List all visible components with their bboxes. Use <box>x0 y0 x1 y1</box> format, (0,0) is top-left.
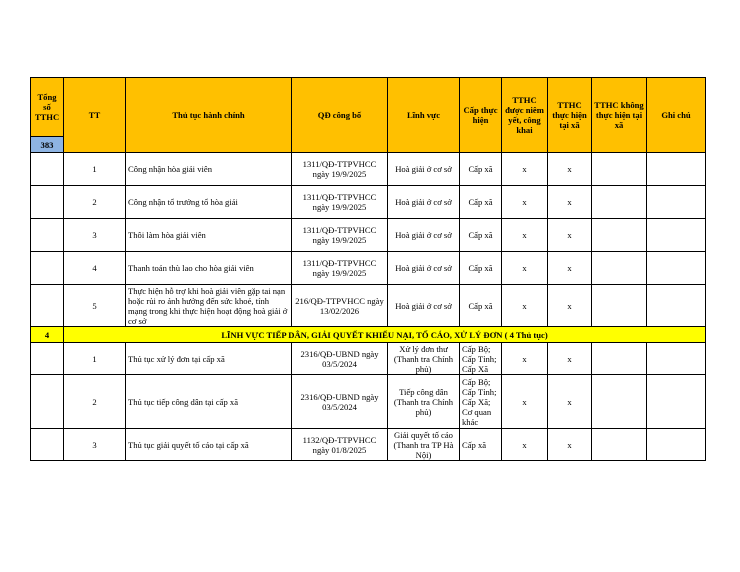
cell-level: Cấp xã <box>460 429 502 461</box>
total-cell <box>31 285 64 327</box>
cell-field: Hoà giải ở cơ sở <box>388 252 460 285</box>
cell-decision: 2316/QĐ-UBND ngày 03/5/2024 <box>292 343 388 375</box>
cell-not-done-commune <box>592 153 647 186</box>
header-total-label: Tổng số TTHC <box>31 78 64 137</box>
header-public: TTHC được niêm yết, công khai <box>502 78 548 153</box>
cell-done-commune: x <box>548 219 592 252</box>
header-procedure: Thủ tục hành chính <box>126 78 292 153</box>
cell-not-done-commune <box>592 429 647 461</box>
table-row <box>31 285 706 327</box>
cell-not-done-commune <box>592 252 647 285</box>
cell-public: x <box>502 153 548 186</box>
cell-field: Hoà giải ở cơ sở <box>388 285 460 327</box>
section-title: LĨNH VỰC TIẾP DÂN, GIẢI QUYẾT KHIẾU NẠI, TỐ CÁO, XỬ LÝ ĐƠN ( 4 Thủ tục) <box>64 327 706 343</box>
cell-note <box>647 285 706 327</box>
cell-decision: 1311/QĐ-TTPVHCC ngày 19/9/2025 <box>292 219 388 252</box>
cell-decision: 2316/QĐ-UBND ngày 03/5/2024 <box>292 375 388 429</box>
header-done-commune: TTHC thực hiện tại xã <box>548 78 592 153</box>
cell-done-commune: x <box>548 429 592 461</box>
cell-tt: 3 <box>64 219 126 252</box>
table-row <box>31 343 706 375</box>
cell-procedure: Thực hiện hỗ trợ khi hoà giải viên gặp tai nạn hoặc rủi ro ảnh hưởng đến sức khoẻ, tính mạng trong khi thực hiện hoạt động hoà giải ở cơ sở <box>126 285 292 327</box>
cell-not-done-commune <box>592 343 647 375</box>
cell-done-commune: x <box>548 252 592 285</box>
cell-level: Cấp Bộ; Cấp Tỉnh; Cấp Xã <box>460 343 502 375</box>
table-row <box>31 186 706 219</box>
cell-tt: 5 <box>64 285 126 327</box>
cell-level: Cấp xã <box>460 252 502 285</box>
cell-field: Hoà giải ở cơ sở <box>388 219 460 252</box>
procedures-table <box>30 77 706 461</box>
table-row <box>31 375 706 429</box>
cell-note <box>647 219 706 252</box>
cell-procedure: Thanh toán thù lao cho hòa giải viên <box>126 252 292 285</box>
cell-procedure: Công nhận tổ trưởng tổ hòa giải <box>126 186 292 219</box>
total-cell <box>31 429 64 461</box>
cell-decision: 1132/QĐ-TTPVHCC ngày 01/8/2025 <box>292 429 388 461</box>
cell-note <box>647 429 706 461</box>
cell-decision: 1311/QĐ-TTPVHCC ngày 19/9/2025 <box>292 252 388 285</box>
cell-note <box>647 153 706 186</box>
header-not-done-commune: TTHC không thực hiện tại xã <box>592 78 647 153</box>
cell-done-commune: x <box>548 375 592 429</box>
cell-decision: 1311/QĐ-TTPVHCC ngày 19/9/2025 <box>292 153 388 186</box>
cell-decision: 216/QĐ-TTPVHCC ngày 13/02/2026 <box>292 285 388 327</box>
cell-level: Cấp xã <box>460 285 502 327</box>
cell-procedure: Thủ tục giải quyết tố cáo tại cấp xã <box>126 429 292 461</box>
cell-tt: 1 <box>64 343 126 375</box>
cell-note <box>647 252 706 285</box>
cell-not-done-commune <box>592 285 647 327</box>
cell-tt: 1 <box>64 153 126 186</box>
cell-public: x <box>502 429 548 461</box>
cell-public: x <box>502 186 548 219</box>
cell-done-commune: x <box>548 186 592 219</box>
cell-public: x <box>502 285 548 327</box>
total-count: 383 <box>31 137 64 153</box>
cell-done-commune: x <box>548 343 592 375</box>
table-row <box>31 252 706 285</box>
cell-note <box>647 186 706 219</box>
total-cell <box>31 252 64 285</box>
cell-not-done-commune <box>592 186 647 219</box>
cell-decision: 1311/QĐ-TTPVHCC ngày 19/9/2025 <box>292 186 388 219</box>
cell-not-done-commune <box>592 219 647 252</box>
header-tt: TT <box>64 78 126 153</box>
cell-level: Cấp xã <box>460 153 502 186</box>
total-cell <box>31 153 64 186</box>
cell-level: Cấp Bộ; Cấp Tỉnh; Cấp Xã; Cơ quan khác <box>460 375 502 429</box>
cell-public: x <box>502 343 548 375</box>
cell-field: Hoà giải ở cơ sở <box>388 186 460 219</box>
total-cell <box>31 343 64 375</box>
cell-tt: 2 <box>64 186 126 219</box>
cell-note <box>647 375 706 429</box>
header-decision: QĐ công bố <box>292 78 388 153</box>
cell-note <box>647 343 706 375</box>
table-row <box>31 153 706 186</box>
cell-procedure: Thủ tục tiếp công dân tại cấp xã <box>126 375 292 429</box>
cell-done-commune: x <box>548 153 592 186</box>
cell-tt: 2 <box>64 375 126 429</box>
header-note: Ghi chú <box>647 78 706 153</box>
cell-tt: 4 <box>64 252 126 285</box>
cell-level: Cấp xã <box>460 186 502 219</box>
cell-procedure: Thủ tục xử lý đơn tại cấp xã <box>126 343 292 375</box>
cell-level: Cấp xã <box>460 219 502 252</box>
section-index: 4 <box>31 327 64 343</box>
header-field: Lĩnh vực <box>388 78 460 153</box>
table-row <box>31 429 706 461</box>
section-row <box>31 327 706 343</box>
cell-field: Hoà giải ở cơ sở <box>388 153 460 186</box>
cell-field: Giải quyết tố cáo (Thanh tra TP Hà Nội) <box>388 429 460 461</box>
header-level: Cấp thực hiện <box>460 78 502 153</box>
cell-procedure: Thôi làm hòa giải viên <box>126 219 292 252</box>
cell-public: x <box>502 375 548 429</box>
total-cell <box>31 186 64 219</box>
cell-tt: 3 <box>64 429 126 461</box>
total-cell <box>31 375 64 429</box>
table-row <box>31 219 706 252</box>
header-row <box>31 78 706 137</box>
cell-public: x <box>502 219 548 252</box>
cell-field: Tiếp công dân (Thanh tra Chính phủ) <box>388 375 460 429</box>
cell-procedure: Công nhận hòa giải viên <box>126 153 292 186</box>
cell-done-commune: x <box>548 285 592 327</box>
cell-public: x <box>502 252 548 285</box>
total-cell <box>31 219 64 252</box>
cell-field: Xử lý đơn thư (Thanh tra Chính phủ) <box>388 343 460 375</box>
cell-not-done-commune <box>592 375 647 429</box>
